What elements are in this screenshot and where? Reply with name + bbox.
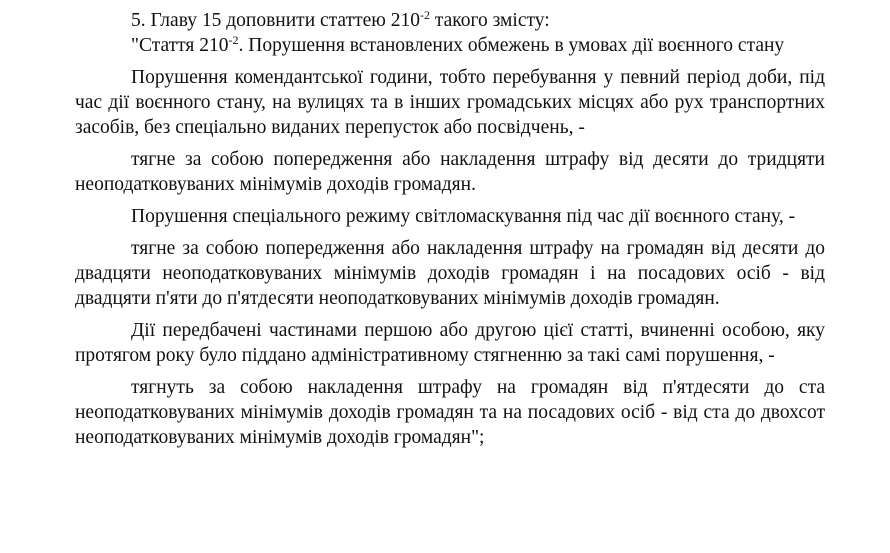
article-heading-suffix: . Порушення встановлених обмежень в умовах дії воєнного стану (238, 35, 785, 56)
paragraph-repeat-violation: Дії передбачені частинами першою або другою цієї статті, вчиненні особою, яку протягом року було піддано адміністративному стягненню за такі самі порушення, - (75, 320, 825, 366)
paragraph-blackout-violation: Порушення спеціального режиму світломаскування під час дії воєнного стану, - (131, 206, 796, 227)
amendment-item-suffix: такого змісту: (429, 10, 550, 31)
article-heading-superscript: -2 (228, 33, 239, 47)
paragraph-curfew-violation: Порушення комендантської години, тобто перебування у певний період доби, під час дії воєнного стану, на вулицях та в інших громадських місцях або рух транспортних засобів, без спеціально виданих перепусток або посвідчень, - (75, 67, 825, 138)
paragraph-blackout-penalty: тягне за собою попередження або накладення штрафу на громадян від десяти до двадцяти неоподатковуваних мінімумів доходів громадян і на посадових осіб - від двадцяти п'яти до п'ятдесяти неоподатковуваних мінімумів доходів громадян. (75, 238, 825, 309)
amendment-item (75, 8, 825, 33)
document-page (75, 8, 825, 450)
article-heading (75, 33, 825, 58)
paragraph-repeat-penalty: тягнуть за собою накладення штрафу на громадян від п'ятдесяти до ста неоподатковуваних мінімумів доходів громадян та на посадових осіб - від ста до двохсот неоподатковуваних мінімумів доходів громадян"; (75, 377, 825, 448)
amendment-item-superscript: -2 (419, 8, 430, 22)
amendment-item-prefix: 5. Главу 15 доповнити статтею 210 (131, 10, 420, 31)
article-heading-prefix: "Стаття 210 (131, 35, 229, 56)
paragraph-curfew-penalty: тягне за собою попередження або накладення штрафу від десяти до тридцяти неоподатковуваних мінімумів доходів громадян. (75, 149, 825, 195)
